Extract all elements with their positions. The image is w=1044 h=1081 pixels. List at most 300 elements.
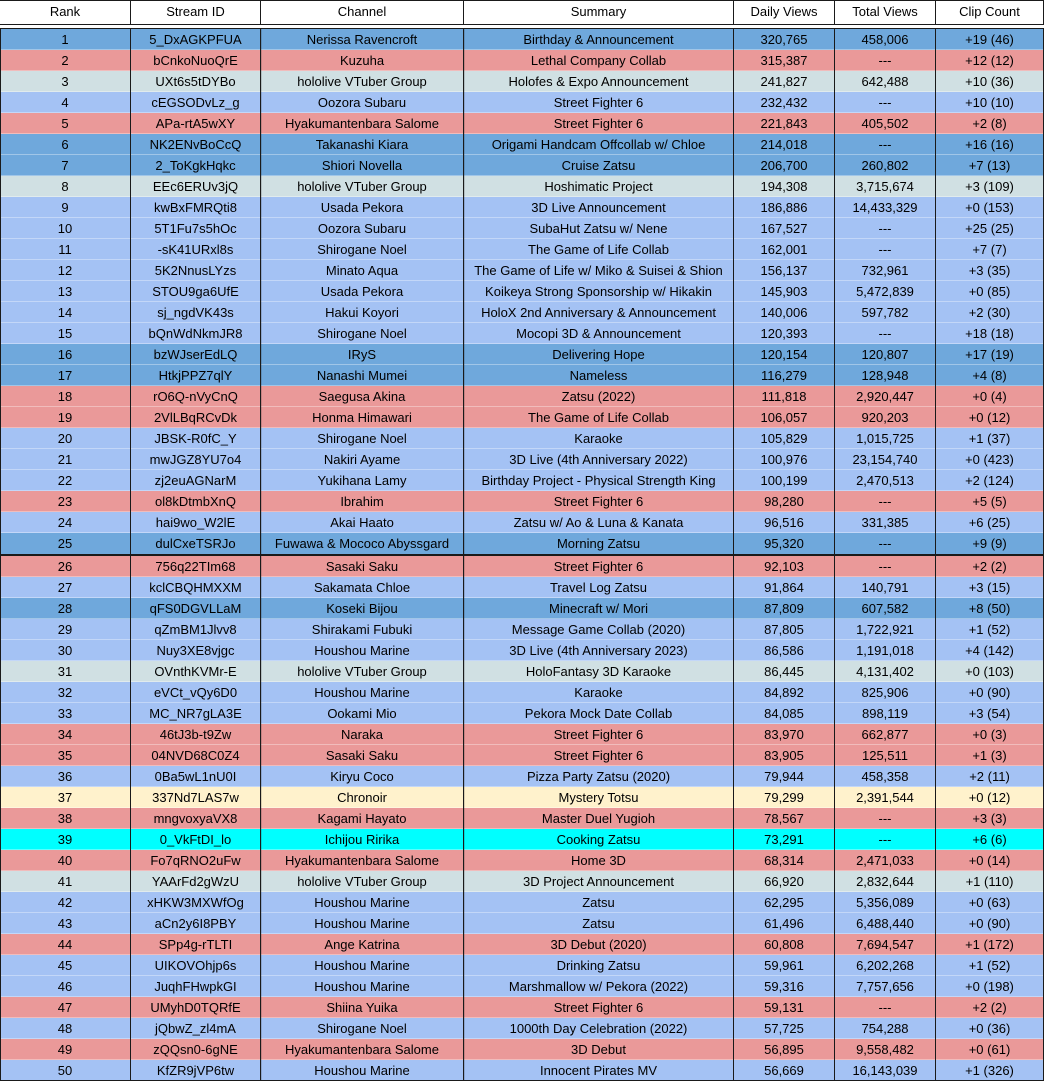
table-row <box>0 491 1044 512</box>
cell-total-views: 1,722,921 <box>835 619 935 640</box>
cell-total-views: 2,471,033 <box>835 850 935 871</box>
table-row <box>0 871 1044 892</box>
cell-clip-count: +0 (36) <box>936 1018 1043 1039</box>
cell-total-views: 4,131,402 <box>835 661 935 682</box>
cell-daily-views: 79,299 <box>734 787 834 808</box>
cell-daily-views: 66,920 <box>734 871 834 892</box>
cell-stream-id: 2VlLBqRCvDk <box>131 407 260 428</box>
cell-channel: Nakiri Ayame <box>261 449 463 470</box>
cell-clip-count: +10 (10) <box>936 92 1043 113</box>
cell-daily-views: 111,818 <box>734 386 834 407</box>
cell-daily-views: 100,199 <box>734 470 834 491</box>
row-gridline <box>0 343 1044 344</box>
cell-total-views: --- <box>835 218 935 239</box>
cell-daily-views: 83,970 <box>734 724 834 745</box>
cell-total-views: 7,757,656 <box>835 976 935 997</box>
cell-daily-views: 62,295 <box>734 892 834 913</box>
cell-total-views: 128,948 <box>835 365 935 386</box>
cell-rank: 28 <box>0 598 130 619</box>
cell-total-views: --- <box>835 808 935 829</box>
cell-summary: Delivering Hope <box>464 344 733 365</box>
cell-summary: Street Fighter 6 <box>464 92 733 113</box>
cell-rank: 1 <box>0 29 130 50</box>
cell-summary: Zatsu (2022) <box>464 386 733 407</box>
table-row <box>0 71 1044 92</box>
cell-daily-views: 120,393 <box>734 323 834 344</box>
cell-stream-id: OVnthKVMr-E <box>131 661 260 682</box>
cell-clip-count: +0 (61) <box>936 1039 1043 1060</box>
cell-summary: Cooking Zatsu <box>464 829 733 850</box>
row-gridline <box>0 933 1044 934</box>
cell-summary: Street Fighter 6 <box>464 491 733 512</box>
cell-rank: 25 <box>0 533 130 554</box>
cell-summary: 3D Live Announcement <box>464 197 733 218</box>
cell-stream-id: kclCBQHMXXM <box>131 577 260 598</box>
cell-stream-id: UXt6s5tDYBo <box>131 71 260 92</box>
cell-daily-views: 73,291 <box>734 829 834 850</box>
table-row <box>0 619 1044 640</box>
cell-rank: 4 <box>0 92 130 113</box>
cell-clip-count: +3 (54) <box>936 703 1043 724</box>
cell-channel: Nerissa Ravencroft <box>261 29 463 50</box>
cell-channel: Nanashi Mumei <box>261 365 463 386</box>
cell-clip-count: +7 (7) <box>936 239 1043 260</box>
cell-clip-count: +0 (85) <box>936 281 1043 302</box>
cell-stream-id: 5K2NnusLYzs <box>131 260 260 281</box>
cell-total-views: 458,006 <box>835 29 935 50</box>
row-gridline <box>0 954 1044 955</box>
cell-clip-count: +0 (63) <box>936 892 1043 913</box>
cell-channel: Usada Pekora <box>261 197 463 218</box>
cell-total-views: 6,202,268 <box>835 955 935 976</box>
row-gridline <box>0 639 1044 640</box>
cell-summary: Koikeya Strong Sponsorship w/ Hikakin <box>464 281 733 302</box>
cell-stream-id: bzWJserEdLQ <box>131 344 260 365</box>
cell-daily-views: 221,843 <box>734 113 834 134</box>
table-row <box>0 50 1044 71</box>
cell-summary: Mystery Totsu <box>464 787 733 808</box>
row-gridline <box>0 849 1044 850</box>
table-row <box>0 323 1044 344</box>
cell-channel: Saegusa Akina <box>261 386 463 407</box>
cell-daily-views: 105,829 <box>734 428 834 449</box>
table-row <box>0 1018 1044 1039</box>
cell-clip-count: +8 (50) <box>936 598 1043 619</box>
cell-summary: Marshmallow w/ Pekora (2022) <box>464 976 733 997</box>
cell-rank: 27 <box>0 577 130 598</box>
cell-summary: Travel Log Zatsu <box>464 577 733 598</box>
header-col-clip-count: Clip Count <box>959 4 1020 19</box>
table-row <box>0 449 1044 470</box>
row-gridline <box>0 681 1044 682</box>
cell-total-views: 597,782 <box>835 302 935 323</box>
row-gridline <box>0 448 1044 449</box>
cell-summary: Master Duel Yugioh <box>464 808 733 829</box>
cell-channel: Hyakumantenbara Salome <box>261 1039 463 1060</box>
cell-daily-views: 57,725 <box>734 1018 834 1039</box>
cell-stream-id: KfZR9jVP6tw <box>131 1060 260 1081</box>
cell-rank: 39 <box>0 829 130 850</box>
cell-rank: 16 <box>0 344 130 365</box>
cell-clip-count: +3 (3) <box>936 808 1043 829</box>
table-row <box>0 682 1044 703</box>
cell-rank: 20 <box>0 428 130 449</box>
cell-clip-count: +0 (14) <box>936 850 1043 871</box>
cell-clip-count: +0 (423) <box>936 449 1043 470</box>
table-row <box>0 829 1044 850</box>
cell-total-views: 5,472,839 <box>835 281 935 302</box>
header-border <box>834 0 835 24</box>
cell-total-views: 2,832,644 <box>835 871 935 892</box>
cell-summary: 3D Project Announcement <box>464 871 733 892</box>
cell-total-views: 260,802 <box>835 155 935 176</box>
cell-summary: Origami Handcam Offcollab w/ Chloe <box>464 134 733 155</box>
cell-channel: Shirogane Noel <box>261 1018 463 1039</box>
cell-stream-id: STOU9ga6UfE <box>131 281 260 302</box>
cell-clip-count: +19 (46) <box>936 29 1043 50</box>
cell-stream-id: kwBxFMRQti8 <box>131 197 260 218</box>
cell-stream-id: EEc6ERUv3jQ <box>131 176 260 197</box>
cell-daily-views: 60,808 <box>734 934 834 955</box>
cell-rank: 10 <box>0 218 130 239</box>
cell-total-views: 23,154,740 <box>835 449 935 470</box>
table-row <box>0 997 1044 1018</box>
cell-rank: 48 <box>0 1018 130 1039</box>
cell-clip-count: +2 (124) <box>936 470 1043 491</box>
cell-summary: Street Fighter 6 <box>464 997 733 1018</box>
cell-stream-id: 0Ba5wL1nU0I <box>131 766 260 787</box>
cell-rank: 14 <box>0 302 130 323</box>
header-border <box>733 0 734 24</box>
row-gridline <box>0 385 1044 386</box>
cell-total-views: 16,143,039 <box>835 1060 935 1081</box>
table-row <box>0 766 1044 787</box>
cell-channel: Shiina Yuika <box>261 997 463 1018</box>
cell-summary: Nameless <box>464 365 733 386</box>
cell-daily-views: 59,131 <box>734 997 834 1018</box>
cell-summary: SubaHut Zatsu w/ Nene <box>464 218 733 239</box>
cell-daily-views: 79,944 <box>734 766 834 787</box>
cell-total-views: 607,582 <box>835 598 935 619</box>
table-row <box>0 598 1044 619</box>
cell-summary: Innocent Pirates MV <box>464 1060 733 1081</box>
header-border <box>130 0 131 24</box>
cell-summary: Street Fighter 6 <box>464 113 733 134</box>
cell-stream-id: 5_DxAGKPFUA <box>131 29 260 50</box>
table-row <box>0 92 1044 113</box>
table-row <box>0 512 1044 533</box>
cell-clip-count: +6 (6) <box>936 829 1043 850</box>
row-gridline <box>0 112 1044 113</box>
cell-daily-views: 83,905 <box>734 745 834 766</box>
cell-channel: Fuwawa & Mococo Abyssgard <box>261 533 463 554</box>
cell-total-views: --- <box>835 997 935 1018</box>
row-gridline <box>0 259 1044 260</box>
cell-total-views: 125,511 <box>835 745 935 766</box>
cell-daily-views: 100,976 <box>734 449 834 470</box>
cell-total-views: 120,807 <box>835 344 935 365</box>
cell-daily-views: 68,314 <box>734 850 834 871</box>
cell-daily-views: 167,527 <box>734 218 834 239</box>
cell-daily-views: 145,903 <box>734 281 834 302</box>
row-gridline <box>0 427 1044 428</box>
cell-rank: 37 <box>0 787 130 808</box>
cell-total-views: 2,391,544 <box>835 787 935 808</box>
cell-stream-id: aCn2y6I8PBY <box>131 913 260 934</box>
cell-rank: 8 <box>0 176 130 197</box>
cell-stream-id: YAArFd2gWzU <box>131 871 260 892</box>
cell-rank: 47 <box>0 997 130 1018</box>
cell-total-views: 642,488 <box>835 71 935 92</box>
cell-rank: 45 <box>0 955 130 976</box>
cell-total-views: 732,961 <box>835 260 935 281</box>
cell-stream-id: xHKW3MXWfOg <box>131 892 260 913</box>
cell-daily-views: 59,961 <box>734 955 834 976</box>
cell-stream-id: jQbwZ_zl4mA <box>131 1018 260 1039</box>
cell-rank: 44 <box>0 934 130 955</box>
cell-rank: 17 <box>0 365 130 386</box>
cell-channel: Sasaki Saku <box>261 745 463 766</box>
cell-clip-count: +16 (16) <box>936 134 1043 155</box>
cell-daily-views: 91,864 <box>734 577 834 598</box>
cell-rank: 36 <box>0 766 130 787</box>
row-gridline <box>0 406 1044 407</box>
cell-total-views: 14,433,329 <box>835 197 935 218</box>
cell-rank: 5 <box>0 113 130 134</box>
cell-channel: Shirogane Noel <box>261 428 463 449</box>
cell-rank: 33 <box>0 703 130 724</box>
cell-stream-id: 0_VkFtDI_lo <box>131 829 260 850</box>
cell-channel: Houshou Marine <box>261 1060 463 1081</box>
cell-channel: Usada Pekora <box>261 281 463 302</box>
cell-clip-count: +7 (13) <box>936 155 1043 176</box>
row-gridline <box>0 870 1044 871</box>
cell-clip-count: +0 (90) <box>936 913 1043 934</box>
cell-stream-id: UMyhD0TQRfE <box>131 997 260 1018</box>
table-row <box>0 703 1044 724</box>
cell-channel: Kuzuha <box>261 50 463 71</box>
cell-rank: 34 <box>0 724 130 745</box>
cell-stream-id: hai9wo_W2lE <box>131 512 260 533</box>
cell-clip-count: +5 (5) <box>936 491 1043 512</box>
table-row <box>0 281 1044 302</box>
table-row <box>0 260 1044 281</box>
cell-rank: 7 <box>0 155 130 176</box>
row-gridline <box>0 1017 1044 1018</box>
table-row <box>0 892 1044 913</box>
cell-stream-id: 04NVD68C0Z4 <box>131 745 260 766</box>
table-row <box>0 724 1044 745</box>
cell-channel: hololive VTuber Group <box>261 871 463 892</box>
row-gridline <box>0 238 1044 239</box>
cell-summary: The Game of Life Collab <box>464 407 733 428</box>
cell-clip-count: +4 (8) <box>936 365 1043 386</box>
cell-clip-count: +3 (109) <box>936 176 1043 197</box>
cell-clip-count: +2 (11) <box>936 766 1043 787</box>
table-row <box>0 1039 1044 1060</box>
cell-clip-count: +6 (25) <box>936 512 1043 533</box>
table-row <box>0 976 1044 997</box>
cell-clip-count: +2 (2) <box>936 997 1043 1018</box>
table-row <box>0 787 1044 808</box>
cell-daily-views: 156,137 <box>734 260 834 281</box>
cell-rank: 50 <box>0 1060 130 1081</box>
cell-summary: Drinking Zatsu <box>464 955 733 976</box>
cell-stream-id: sj_ngdVK43s <box>131 302 260 323</box>
row-gridline <box>0 828 1044 829</box>
cell-stream-id: rO6Q-nVyCnQ <box>131 386 260 407</box>
cell-channel: hololive VTuber Group <box>261 71 463 92</box>
cell-total-views: 2,920,447 <box>835 386 935 407</box>
row-gridline <box>0 490 1044 491</box>
row-gridline <box>0 70 1044 71</box>
cell-stream-id: qFS0DGVLLaM <box>131 598 260 619</box>
cell-stream-id: HtkjPPZ7qlY <box>131 365 260 386</box>
cell-total-views: --- <box>835 556 935 577</box>
cell-rank: 15 <box>0 323 130 344</box>
cell-stream-id: bCnkoNuoQrE <box>131 50 260 71</box>
cell-channel: Ibrahim <box>261 491 463 512</box>
row-gridline <box>0 280 1044 281</box>
table-row <box>0 470 1044 491</box>
row-gridline <box>0 744 1044 745</box>
cell-total-views: 1,191,018 <box>835 640 935 661</box>
table-row <box>0 850 1044 871</box>
cell-rank: 32 <box>0 682 130 703</box>
cell-total-views: --- <box>835 829 935 850</box>
row-gridline <box>0 133 1044 134</box>
cell-summary: Zatsu <box>464 913 733 934</box>
cell-summary: HoloFantasy 3D Karaoke <box>464 661 733 682</box>
row-gridline <box>0 301 1044 302</box>
cell-daily-views: 232,432 <box>734 92 834 113</box>
cell-channel: Kiryu Coco <box>261 766 463 787</box>
cell-channel: Yukihana Lamy <box>261 470 463 491</box>
row-gridline <box>0 217 1044 218</box>
table-row <box>0 428 1044 449</box>
cell-total-views: 825,906 <box>835 682 935 703</box>
cell-rank: 46 <box>0 976 130 997</box>
header-border <box>935 0 936 24</box>
cell-summary: Zatsu w/ Ao & Luna & Kanata <box>464 512 733 533</box>
cell-summary: Pizza Party Zatsu (2020) <box>464 766 733 787</box>
table-row <box>0 197 1044 218</box>
cell-stream-id: dulCxeTSRJo <box>131 533 260 554</box>
cell-summary: Morning Zatsu <box>464 533 733 554</box>
cell-total-views: 920,203 <box>835 407 935 428</box>
cell-summary: Holofes & Expo Announcement <box>464 71 733 92</box>
cell-summary: HoloX 2nd Anniversary & Announcement <box>464 302 733 323</box>
table-row <box>0 745 1044 766</box>
cell-total-views: --- <box>835 533 935 554</box>
row-gridline <box>0 469 1044 470</box>
cell-daily-views: 59,316 <box>734 976 834 997</box>
cell-summary: 3D Debut (2020) <box>464 934 733 955</box>
cell-clip-count: +1 (3) <box>936 745 1043 766</box>
cell-clip-count: +18 (18) <box>936 323 1043 344</box>
table-row <box>0 577 1044 598</box>
cell-clip-count: +1 (52) <box>936 619 1043 640</box>
cell-clip-count: +0 (4) <box>936 386 1043 407</box>
cell-clip-count: +25 (25) <box>936 218 1043 239</box>
cell-channel: Koseki Bijou <box>261 598 463 619</box>
cell-clip-count: +0 (198) <box>936 976 1043 997</box>
cell-stream-id: cEGSODvLz_g <box>131 92 260 113</box>
cell-daily-views: 56,669 <box>734 1060 834 1081</box>
cell-clip-count: +12 (12) <box>936 50 1043 71</box>
cell-channel: Oozora Subaru <box>261 218 463 239</box>
cell-summary: Minecraft w/ Mori <box>464 598 733 619</box>
cell-stream-id: APa-rtA5wXY <box>131 113 260 134</box>
cell-daily-views: 96,516 <box>734 512 834 533</box>
header-col-summary: Summary <box>570 4 627 19</box>
cell-daily-views: 86,445 <box>734 661 834 682</box>
cell-summary: The Game of Life w/ Miko & Suisei & Shion <box>464 260 733 281</box>
row-gridline <box>0 322 1044 323</box>
cell-total-views: 3,715,674 <box>835 176 935 197</box>
cell-total-views: 9,558,482 <box>835 1039 935 1060</box>
cell-daily-views: 92,103 <box>734 556 834 577</box>
row-gridline <box>0 807 1044 808</box>
cell-summary: Karaoke <box>464 682 733 703</box>
cell-rank: 3 <box>0 71 130 92</box>
cell-total-views: 1,015,725 <box>835 428 935 449</box>
cell-summary: 3D Live (4th Anniversary 2022) <box>464 449 733 470</box>
cell-summary: Pekora Mock Date Collab <box>464 703 733 724</box>
cell-stream-id: zQQsn0-6gNE <box>131 1039 260 1060</box>
cell-rank: 42 <box>0 892 130 913</box>
cell-summary: Lethal Company Collab <box>464 50 733 71</box>
cell-stream-id: JBSK-R0fC_Y <box>131 428 260 449</box>
cell-clip-count: +1 (52) <box>936 955 1043 976</box>
cell-total-views: 7,694,547 <box>835 934 935 955</box>
cell-channel: Shirakami Fubuki <box>261 619 463 640</box>
cell-summary: The Game of Life Collab <box>464 239 733 260</box>
cell-rank: 23 <box>0 491 130 512</box>
table-row <box>0 955 1044 976</box>
cell-summary: Cruise Zatsu <box>464 155 733 176</box>
cell-clip-count: +10 (36) <box>936 71 1043 92</box>
cell-stream-id: ol8kDtmbXnQ <box>131 491 260 512</box>
cell-channel: Akai Haato <box>261 512 463 533</box>
cell-stream-id: mwJGZ8YU7o4 <box>131 449 260 470</box>
cell-daily-views: 86,586 <box>734 640 834 661</box>
cell-total-views: 6,488,440 <box>835 913 935 934</box>
cell-rank: 43 <box>0 913 130 934</box>
cell-rank: 21 <box>0 449 130 470</box>
cell-total-views: 331,385 <box>835 512 935 533</box>
cell-total-views: --- <box>835 239 935 260</box>
table-row <box>0 218 1044 239</box>
cell-total-views: 2,470,513 <box>835 470 935 491</box>
table-row <box>0 386 1044 407</box>
cell-rank: 11 <box>0 239 130 260</box>
cell-total-views: 5,356,089 <box>835 892 935 913</box>
cell-rank: 41 <box>0 871 130 892</box>
cell-daily-views: 78,567 <box>734 808 834 829</box>
cell-summary: Street Fighter 6 <box>464 556 733 577</box>
cell-daily-views: 116,279 <box>734 365 834 386</box>
cell-channel: Houshou Marine <box>261 913 463 934</box>
cell-daily-views: 95,320 <box>734 533 834 554</box>
row-gridline <box>0 891 1044 892</box>
cell-daily-views: 84,892 <box>734 682 834 703</box>
table-row <box>0 913 1044 934</box>
cell-clip-count: +3 (15) <box>936 577 1043 598</box>
cell-clip-count: +0 (90) <box>936 682 1043 703</box>
table-row <box>0 176 1044 197</box>
cell-stream-id: 2_ToKgkHqkc <box>131 155 260 176</box>
